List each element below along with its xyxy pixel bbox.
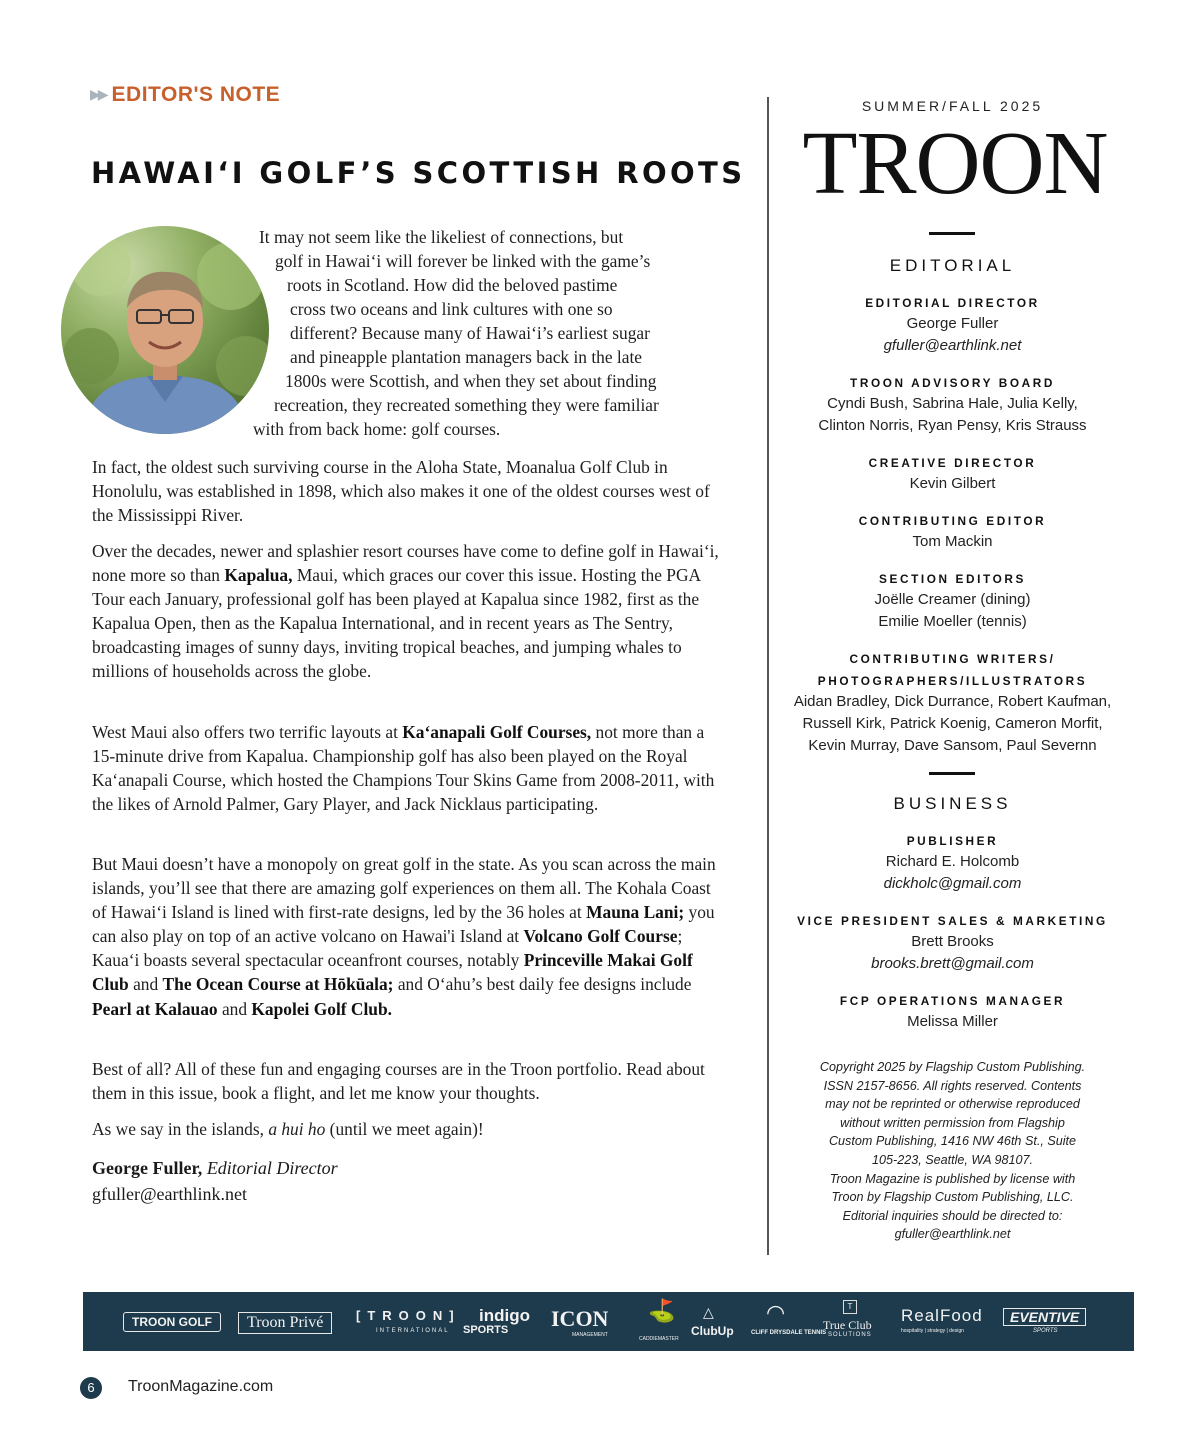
role-publisher: PUBLISHER <box>906 834 999 848</box>
intro-line: different? Because many of Hawai‘i’s earliest sugar <box>290 323 650 343</box>
troon-international-logo: [TROON] <box>356 1308 461 1323</box>
article-paragraph: West Maui also offers two terrific layouts at Ka‘anapali Golf Courses, not more than a 15-minute drive from Kapalua. Championship golf has also been played on the Royal Ka‘anapali Course, which hosted the Champions Tour Skins Game from 2008-2011, with the likes of Arnold Palmer, Gary Player, and Jack Nicklaus participating. <box>92 722 715 815</box>
double-arrow-icon: ▶▶ <box>90 86 106 102</box>
troon-international-sub: INTERNATIONAL <box>376 1328 450 1334</box>
role-editorial-director: EDITORIAL DIRECTOR <box>865 296 1040 310</box>
divider <box>929 772 975 775</box>
section-editor-name: Emilie Moeller (tennis) <box>878 613 1027 630</box>
name-contributing-editor: Tom Mackin <box>912 533 993 550</box>
intro-line: It may not seem like the likeliest of connections, but <box>259 227 624 247</box>
intro-line: with from back home: golf courses. <box>253 419 501 439</box>
role-photographers: PHOTOGRAPHERS/ILLUSTRATORS <box>817 674 1088 688</box>
article-paragraph: Over the decades, newer and splashier resort courses have come to define golf in Hawai‘i, none more so than Kapalua, Maui, which graces our cover this issue. Hosting the PGA Tour each January, professional golf has been played at Kapalua since 1982, first as the Kapalua Open, then as the Kapalua International, and in recent years as The Sentry, broadcasting images of sunny days, inviting tropical beaches, and jumping whales to millions of households across the globe. <box>92 541 719 682</box>
icon-sub: MANAGEMENT <box>572 1332 608 1338</box>
troon-prive-logo: Troon Privé <box>238 1312 332 1334</box>
trueclub-sub: SOLUTIONS <box>828 1332 872 1338</box>
role-section-editors: SECTION EDITORS <box>879 572 1026 586</box>
tennis-swoosh-icon: ◠ <box>766 1300 786 1325</box>
name-creative-director: Kevin Gilbert <box>909 475 996 492</box>
trueclub-logo: True Club <box>823 1318 872 1332</box>
footer-site-link[interactable]: TroonMagazine.com <box>128 1378 274 1395</box>
caddiemaster-logo: CADDIEMASTER <box>639 1336 679 1342</box>
role-fcp-ops: FCP OPERATIONS MANAGER <box>839 994 1066 1008</box>
section-kicker: ▶▶ EDITOR'S NOTE <box>90 83 281 106</box>
intro-line: 1800s were Scottish, and when they set about finding <box>285 371 657 391</box>
icon-logo: ICON <box>551 1306 609 1331</box>
intro-line: roots in Scotland. How did the beloved pastime <box>287 275 618 295</box>
copyright-notice: Copyright 2025 by Flagship Custom Publishing. ISSN 2157-8656. All rights reserved. Contents may not be reprinted or otherwise reproduced without written permission from Flagship Custom Publishing, 1416 NW 46th St., Suite 105-223, Seattle, WA 98107. Troon Magazine is published by license with Troon by Flagship Custom Publishing, LLC. Editorial inquiries should be directed to: gfuller@earthlink.net <box>819 1060 1086 1242</box>
signature-email[interactable]: gfuller@earthlink.net <box>92 1184 248 1204</box>
role-advisory-board: TROON ADVISORY BOARD <box>850 376 1055 390</box>
realfood-sub: hospitality | strategy | design <box>901 1328 964 1334</box>
article-paragraph: In fact, the oldest such surviving course in the Aloha State, Moanalua Golf Club in Honolulu, was established in 1898, which also makes it one of the oldest courses west of the Mississippi River. <box>92 457 710 526</box>
eventive-logo: EVENTIVE <box>1003 1308 1086 1326</box>
email-editorial-director[interactable]: gfuller@earthlink.net <box>883 337 1022 354</box>
writer-names: Kevin Murray, Dave Sansom, Paul Severnn <box>808 737 1097 754</box>
writer-names: Russell Kirk, Patrick Koenig, Cameron Morfit, <box>802 715 1103 732</box>
intro-line: recreation, they recreated something they were familiar <box>274 395 659 415</box>
email-publisher[interactable]: dickholc@gmail.com <box>883 875 1022 892</box>
intro-line: and pineapple plantation managers back in the late <box>290 347 643 367</box>
email-vp-sales[interactable]: brooks.brett@gmail.com <box>871 955 1034 972</box>
name-fcp-ops: Melissa Miller <box>907 1013 998 1030</box>
trueclub-box-icon: T <box>843 1300 857 1314</box>
section-editor-name: Joëlle Creamer (dining) <box>874 591 1031 608</box>
advisory-board-names: Clinton Norris, Ryan Pensy, Kris Strauss <box>818 417 1087 434</box>
golfer-icon: ⛳ <box>648 1298 676 1323</box>
indigo-logo: indigo <box>479 1306 530 1325</box>
troon-golf-logo: TROON GOLF <box>123 1312 221 1332</box>
writer-names: Aidan Bradley, Dick Durrance, Robert Kaufman, <box>793 693 1112 710</box>
page-number: 6 <box>80 1377 102 1399</box>
article-paragraph: Best of all? All of these fun and engaging courses are in the Troon portfolio. Read about them in this issue, book a flight, and let me know your thoughts. <box>92 1059 705 1104</box>
editorial-heading: EDITORIAL <box>889 256 1016 275</box>
author-photo <box>61 226 269 434</box>
article-headline: HAWAI‘I GOLF’S SCOTTISH ROOTS <box>91 156 746 190</box>
role-contributing-writers: CONTRIBUTING WRITERS/ <box>849 652 1056 666</box>
brand-logo-band <box>83 1292 1134 1351</box>
clubup-triangle-icon: △ <box>703 1304 714 1320</box>
issue-label: SUMMER/FALL 2025 <box>861 98 1044 114</box>
name-vp-sales: Brett Brooks <box>911 933 994 950</box>
role-creative-director: CREATIVE DIRECTOR <box>868 456 1037 470</box>
name-publisher: Richard E. Holcomb <box>885 853 1020 870</box>
article-paragraph: But Maui doesn’t have a monopoly on great golf in the state. As you scan across the main islands, you’ll see that there are amazing golf experiences on them all. The Kohala Coast of Hawai‘i Island is lined with first-rate designs, led by the 36 holes at Mauna Lani; you can also play on top of an active volcano on Hawai'i Island at Volcano Golf Course; Kaua‘i boasts several spectacular oceanfront courses, notably Princeville Makai Golf Club and The Ocean Course at Hōkūala; and O‘ahu’s best daily fee designs include Pearl at Kalauao and Kapolei Golf Club. <box>92 854 716 1019</box>
role-contributing-editor: CONTRIBUTING EDITOR <box>858 514 1047 528</box>
advisory-board-names: Cyndi Bush, Sabrina Hale, Julia Kelly, <box>827 395 1078 412</box>
troon-logo: TROON <box>802 114 1108 213</box>
column-divider <box>767 97 769 1255</box>
signature-name: George Fuller, Editorial Director <box>92 1158 338 1178</box>
cliff-drysdale-logo: CLIFF DRYSDALE TENNIS <box>751 1330 827 1336</box>
intro-line: golf in Hawai‘i will forever be linked with the game’s <box>275 251 651 271</box>
realfood-logo: RealFood <box>901 1306 983 1325</box>
clubup-logo: ClubUp <box>691 1324 734 1338</box>
name-editorial-director: George Fuller <box>906 315 999 332</box>
article-paragraph: As we say in the islands, a hui ho (until we meet again)! <box>92 1119 484 1139</box>
eventive-sub: SPORTS <box>1033 1328 1058 1334</box>
indigo-sports-logo: SPORTS <box>463 1324 509 1336</box>
business-heading: BUSINESS <box>893 794 1012 813</box>
divider <box>929 232 975 235</box>
intro-line: cross two oceans and link cultures with one so <box>290 299 613 319</box>
role-vp-sales: VICE PRESIDENT SALES & MARKETING <box>797 914 1108 928</box>
